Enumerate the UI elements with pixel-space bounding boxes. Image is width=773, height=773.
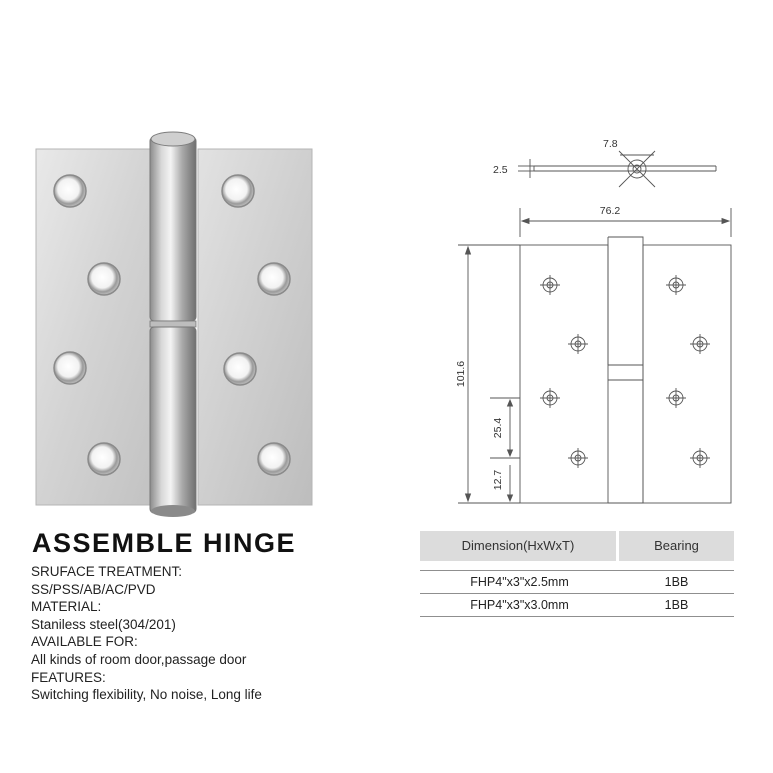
product-title: ASSEMBLE HINGE <box>32 528 297 558</box>
material-heading: MATERIAL: <box>31 599 102 615</box>
material-value: Staniless steel(304/201) <box>31 616 176 632</box>
header-dimension: Dimension(HxWxT) <box>420 531 616 561</box>
hole-spacing-dimension <box>490 398 520 501</box>
pin-diameter-dim: 7.8 <box>603 138 618 150</box>
width-dim: 76.2 <box>599 205 621 217</box>
width-dimension <box>520 205 731 237</box>
left-leaf <box>36 149 154 505</box>
technical-drawing <box>450 125 760 525</box>
height-dim: 101.6 <box>455 360 467 388</box>
features-heading: FEATURES: <box>31 669 106 685</box>
spec-table <box>420 531 734 617</box>
cell-bearing: 1BB <box>664 575 689 589</box>
right-leaf <box>198 149 312 505</box>
hinge-barrel <box>150 132 196 517</box>
screw-holes <box>540 275 710 468</box>
spec-list <box>31 563 361 704</box>
cell-dimension: FHP4"x3"x2.5mm <box>470 575 569 589</box>
front-view <box>520 237 731 503</box>
cell-bearing: 1BB <box>664 598 689 612</box>
table-row <box>420 594 734 617</box>
side-view <box>493 138 716 187</box>
available-for-value: All kinds of room door,passage door <box>31 651 247 667</box>
table-row <box>420 571 734 594</box>
table-header-row <box>420 531 734 561</box>
surface-treatment-heading: SRUFACE TREATMENT: <box>31 564 183 579</box>
features-value: Switching flexibility, No noise, Long life <box>31 687 262 703</box>
hole-spacing-dim: 25.4 <box>492 417 504 439</box>
header-bearing: Bearing <box>619 531 734 561</box>
edge-offset-dim: 12.7 <box>492 469 504 491</box>
surface-treatment-value: SS/PSS/AB/AC/PVD <box>31 581 156 597</box>
hinge-photo <box>30 125 320 525</box>
thickness-dim: 2.5 <box>493 164 508 176</box>
available-for-heading: AVAILABLE FOR: <box>31 634 138 650</box>
height-dimension <box>455 245 520 503</box>
cell-dimension: FHP4"x3"x3.0mm <box>470 598 569 612</box>
